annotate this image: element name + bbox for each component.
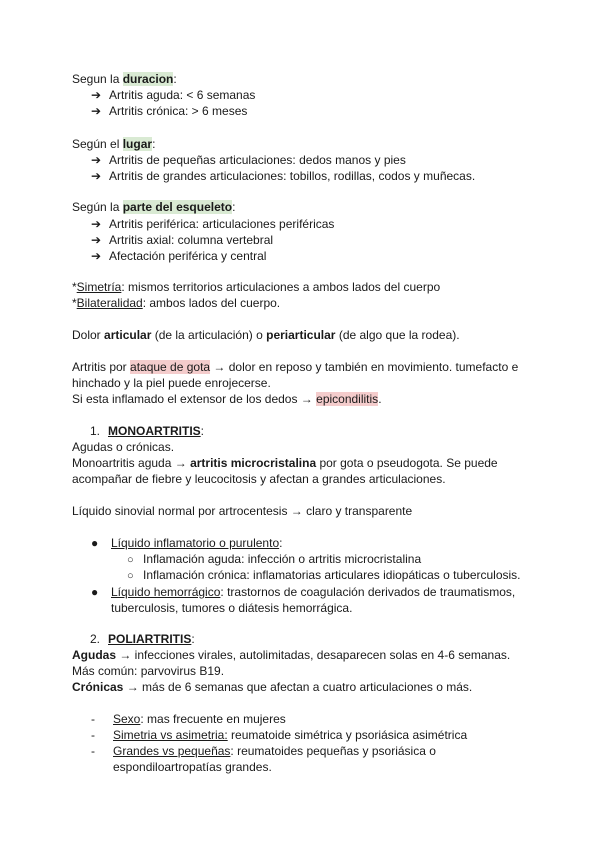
text: Monoartritis aguda → xyxy=(72,456,191,470)
text: : trastornos de coagulación derivados de traumatismos, xyxy=(220,585,516,599)
dash-term: Sexo xyxy=(113,712,141,726)
sub-bullet-text: Inflamación aguda: infección o artritis microcristalina xyxy=(143,552,422,566)
dash-continuation: espondiloartropatías grandes. xyxy=(113,760,272,774)
bilateralidad-note xyxy=(72,295,280,311)
sub-bullet-item xyxy=(127,551,421,568)
dash-item xyxy=(91,711,286,727)
dash-term: Grandes vs pequeñas xyxy=(113,744,231,758)
heading-suffix: : xyxy=(173,72,177,86)
text: (de algo que la rodea). xyxy=(335,328,460,342)
list-item-text: Artritis crónica: > 6 meses xyxy=(109,104,248,118)
list-item xyxy=(91,152,406,168)
heading-keyword: parte del esqueleto xyxy=(122,200,233,214)
text: Si esta inflamado el extensor de los dedos → xyxy=(72,392,317,406)
dash-item xyxy=(91,727,467,743)
text: : xyxy=(279,536,283,550)
list-number: 2. xyxy=(90,632,101,646)
note-term: Simetría xyxy=(76,280,122,294)
bullet-icon: ● xyxy=(91,585,99,599)
bullet-term: Líquido inflamatorio o purulento xyxy=(111,536,280,550)
duracion-heading xyxy=(72,71,177,87)
mono-line-2 xyxy=(72,455,498,471)
list-item xyxy=(91,168,475,184)
note-text: : ambos lados del cuerpo. xyxy=(142,296,281,310)
text: : reumatoides pequeñas y psoriásica o xyxy=(230,744,436,758)
text: : mas frecuente en mujeres xyxy=(140,712,286,726)
heading-suffix: : xyxy=(152,137,156,151)
bold-term: artritis microcristalina xyxy=(190,456,317,470)
note-text: : mismos territorios articulaciones a ambos lados del cuerpo xyxy=(121,280,441,294)
heading-prefix: Segun la xyxy=(72,72,123,86)
arrow-icon: ➔ xyxy=(91,217,102,231)
poli-line-2: Más común: parvovirus B19. xyxy=(72,664,225,678)
liquido-sinovial-line: Líquido sinovial normal por artrocentesis → claro y transparente xyxy=(72,504,413,518)
bullet-term: Líquido hemorrágico xyxy=(111,585,221,599)
bold-term: articular xyxy=(104,328,152,342)
list-item-text: Artritis de grandes articulaciones: tobillos, rodillas, codos y muñecas. xyxy=(109,169,476,183)
text: Dolor xyxy=(72,328,105,342)
circle-bullet-icon: ○ xyxy=(127,554,134,566)
arrow-icon: ➔ xyxy=(91,88,102,102)
list-number: 1. xyxy=(90,424,101,438)
esqueleto-heading xyxy=(72,199,235,215)
list-item xyxy=(91,216,334,232)
dash-item xyxy=(91,743,436,759)
list-item xyxy=(91,248,266,264)
poli-line-1 xyxy=(72,647,510,663)
list-item-text: Artritis aguda: < 6 semanas xyxy=(109,88,256,102)
simetria-note xyxy=(72,279,440,295)
heading-suffix: : xyxy=(191,632,195,646)
list-item-text: Artritis de pequeñas articulaciones: dedos manos y pies xyxy=(109,153,406,167)
bullet-item xyxy=(91,584,515,600)
bullet-item xyxy=(91,535,282,551)
gota-line-2: hinchado y la piel puede enrojecerse. xyxy=(72,376,271,390)
heading-keyword: lugar xyxy=(122,137,153,151)
bullet-icon: ● xyxy=(91,536,99,550)
text: por gota o pseudogota. Se puede xyxy=(316,456,498,470)
section-title: POLIARTRITIS xyxy=(108,632,192,646)
note-star: * xyxy=(72,296,77,310)
bold-term: Crónicas xyxy=(72,680,124,694)
dash-bullet: - xyxy=(91,712,95,726)
arrow-icon: ➔ xyxy=(91,104,102,118)
text: . xyxy=(378,392,382,406)
bold-term: periarticular xyxy=(266,328,336,342)
text: (de la articulación) o xyxy=(151,328,267,342)
list-item xyxy=(91,87,255,103)
text: → más de 6 semanas que afectan a cuatro articulaciones o más. xyxy=(123,680,473,694)
circle-bullet-icon: ○ xyxy=(127,570,134,582)
monoartritis-heading xyxy=(90,423,204,439)
list-item xyxy=(91,103,247,119)
list-item-text: Artritis axial: columna vertebral xyxy=(109,233,274,247)
text: → dolor en reposo y también en movimiento. tumefacto e xyxy=(210,360,519,374)
dash-bullet: - xyxy=(91,744,95,758)
note-star: * xyxy=(72,280,77,294)
arrow-icon: ➔ xyxy=(91,169,102,183)
section-title: MONOARTRITIS xyxy=(108,424,201,438)
gota-line-1 xyxy=(72,359,518,375)
heading-suffix: : xyxy=(232,200,236,214)
heading-prefix: Según la xyxy=(72,200,123,214)
dash-bullet: - xyxy=(91,728,95,742)
note-term: Bilateralidad xyxy=(76,296,143,310)
highlight-term: ataque de gota xyxy=(130,360,211,374)
list-item-text: Artritis periférica: articulaciones periféricas xyxy=(109,217,335,231)
lugar-heading xyxy=(72,136,155,152)
text: → infecciones virales, autolimitadas, desaparecen solas en 4-6 semanas. xyxy=(116,648,511,662)
poliartritis-heading xyxy=(90,631,195,647)
list-item-text: Afectación periférica y central xyxy=(109,249,267,263)
heading-prefix: Según el xyxy=(72,137,123,151)
text: Artritis por xyxy=(72,360,131,374)
bold-term: Agudas xyxy=(72,648,117,662)
dolor-paragraph xyxy=(72,327,460,343)
bullet-continuation: tuberculosis, tumores o diátesis hemorrágica. xyxy=(111,601,353,615)
highlight-term: epicondilitis xyxy=(316,392,379,406)
gota-line-3 xyxy=(72,391,382,407)
sub-bullet-text: Inflamación crónica: inflamatorias articulares idiopáticas o tuberculosis. xyxy=(143,568,521,582)
text: reumatoide simétrica y psoriásica asimétrica xyxy=(227,728,468,742)
heading-keyword: duracion xyxy=(122,72,174,86)
arrow-icon: ➔ xyxy=(91,249,102,263)
sub-bullet-item xyxy=(127,567,521,584)
heading-suffix: : xyxy=(200,424,205,438)
mono-line-1: Agudas o crónicas. xyxy=(72,440,175,454)
poli-line-3 xyxy=(72,679,472,695)
dash-term: Simetria vs asimetria: xyxy=(113,728,228,742)
mono-line-3: acompañar de fiebre y leucocitosis y afectan a grandes articulaciones. xyxy=(72,472,446,486)
arrow-icon: ➔ xyxy=(91,233,102,247)
list-item xyxy=(91,232,273,248)
arrow-icon: ➔ xyxy=(91,153,102,167)
